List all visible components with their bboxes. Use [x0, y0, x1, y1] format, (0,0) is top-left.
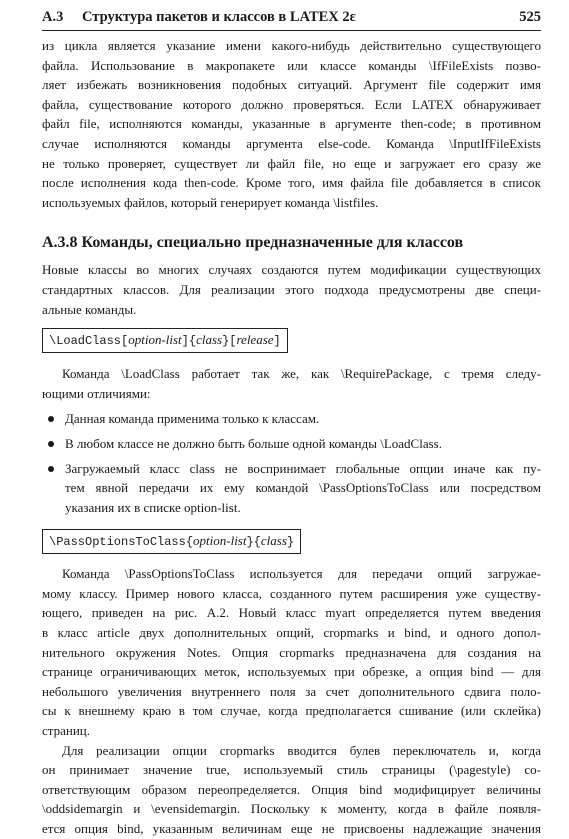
page-body — [42, 36, 541, 839]
text-line: случае исполняются команды аргумента else-code. Команда \InputIfFileExists — [42, 135, 541, 151]
text-line: Для реализации опции cropmarks вводится булев переключатель и, когда — [62, 742, 541, 758]
paragraph-cropmarks — [42, 741, 541, 839]
text-line: сы к внешнему краю в том случае, когда предполагается сшивание (или склейка) — [42, 703, 541, 719]
argument: class — [260, 533, 287, 549]
argument: option-list — [128, 332, 182, 348]
text-line: ется опция bind, указанным величинам еще не присвоены надлежащие значения — [42, 821, 541, 836]
bullet-icon — [48, 441, 54, 447]
text-line: файла, существование которого должно проверяться. Если LATEX обнаруживает — [42, 96, 541, 112]
text-line: ответствующим образом переопределяется. Опция bind модифицирует величины — [42, 781, 541, 797]
text-line: страниц. — [42, 723, 91, 739]
text-line: небольшого увеличения внутреннего поля за счет дополнительного сдвига поло- — [42, 683, 541, 699]
text-line: нительного окружения Notes. Опция cropmarks предназначена для создания на — [42, 644, 541, 660]
list-item — [42, 459, 541, 518]
argument: option-list — [193, 533, 247, 549]
command-name: \LoadClass — [49, 334, 122, 349]
text-line: мому классу. Пример нового класса, созданного путем расширения уже существу- — [42, 585, 541, 601]
text-line: ющего, приведен на рис. A.2. Новый класс myart определяется путем введения — [42, 605, 541, 621]
paragraph-iffileexists — [42, 36, 541, 212]
text-line: В любом классе не должно быть больше одной команды \LoadClass. — [65, 435, 442, 451]
running-header — [42, 6, 541, 31]
bullet-icon — [48, 416, 54, 422]
text-line: альные команды. — [42, 301, 137, 317]
text-line: после исполнения кода then-code. Кроме того, имя файла file добавляется в список — [42, 175, 541, 191]
text-line: используемых файлов, который генерирует команда \listfiles. — [42, 194, 379, 210]
page-number: 525 — [519, 9, 541, 25]
section-heading: A.3.8 Команды, специально предназначенные для классов — [42, 234, 464, 252]
command-name: \PassOptionsToClass — [49, 535, 186, 550]
text-line: тем явной передачи их ему командой \PassOptionsToClass или посредством — [65, 480, 541, 496]
text-line: Команда \PassOptionsToClass используется для передачи опций загружае- — [62, 566, 541, 582]
list-item — [42, 409, 541, 429]
text-line: он принимает значение true, используемый стиль страницы (\pagestyle) со- — [42, 762, 541, 778]
bullet-list — [42, 409, 541, 517]
header-title: Структура пакетов и классов в LATEX 2ε — [82, 9, 356, 25]
text-line: файла. Использование в макропакете или классе команды \IfFileExists позво- — [42, 57, 541, 73]
text-line: не только проверяет, существует ли файл file, но еще и загружает его сразу же — [42, 155, 541, 171]
bullet-icon — [48, 466, 54, 472]
paragraph-intro — [42, 260, 541, 319]
text-line: файл file, исполняются команды, указанные в аргументе then-code; в противном — [42, 116, 541, 132]
text-line: Загружаемый класс class не воспринимает глобальные опции иначе как пу- — [65, 460, 541, 476]
text-line: в класс article двух дополнительных опций, cropmarks и bind, и одного допол- — [42, 625, 541, 641]
header-section-number: A.3 — [42, 9, 64, 25]
text-line: Новые классы во многих случаях создаются путем модификации существующих — [42, 262, 541, 278]
argument: class — [196, 332, 223, 348]
text-line: Команда \LoadClass работает так же, как \RequirePackage, с тремя следу- — [62, 366, 541, 382]
paragraph-loadclass — [42, 364, 541, 403]
text-line: указания их в списке option-list. — [65, 499, 241, 515]
text-line: ющими отличиями: — [42, 385, 151, 401]
syntax-box-passoptionstoclass: \PassOptionsToClass{option-list}{class} — [42, 529, 301, 554]
text-line: из цикла является указание имени какого-нибудь действительно существующего — [42, 38, 541, 53]
text-line: \oddsidemargin и \evensidemargin. Поскольку к моменту, когда в файле появля- — [42, 801, 541, 817]
text-line: Данная команда применима только к классам. — [65, 411, 320, 427]
argument: release — [236, 332, 274, 348]
text-line: ляет избежать возникновения подобных ситуаций. Аргумент file содержит имя — [42, 77, 541, 93]
paragraph-passoptions — [42, 564, 541, 740]
text-line: странице ограничивающих меток, используемых при обрезке, а опция bind — для — [42, 664, 541, 680]
syntax-box-loadclass: \LoadClass[option-list]{class}[release] — [42, 328, 288, 353]
text-line: стандартных классов. Для реализации этого подхода предусмотрены две специ- — [42, 281, 541, 297]
list-item — [42, 434, 541, 454]
